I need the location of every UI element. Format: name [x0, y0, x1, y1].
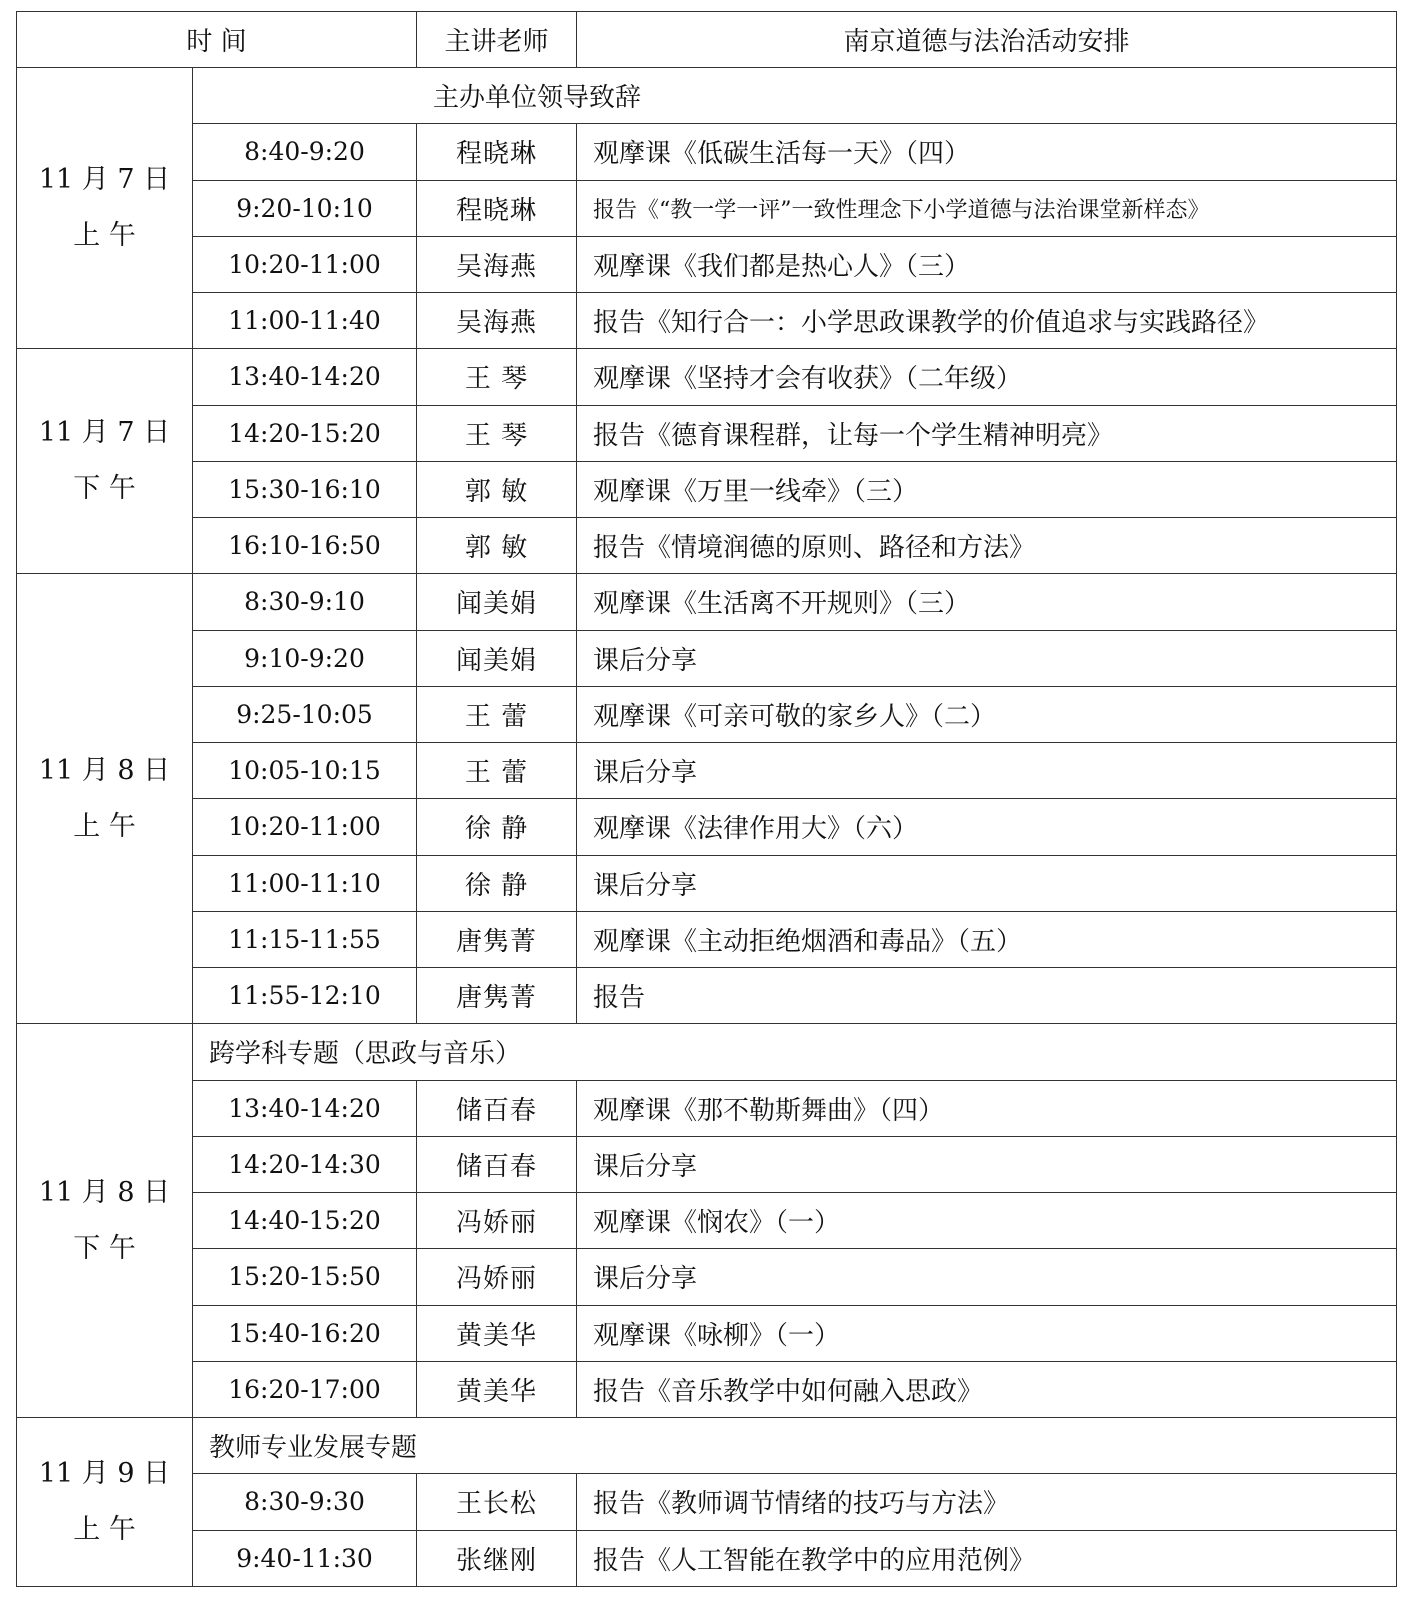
- date-label: 11 月 8 日: [38, 754, 171, 786]
- teacher-cell: 闻美娟: [417, 574, 577, 630]
- time-cell: 10:20-11:00: [193, 799, 417, 855]
- activity-cell: 观摩课《万里一线牵》（三）: [577, 461, 1397, 517]
- time-cell: 14:20-15:20: [193, 405, 417, 461]
- teacher-cell: 郭 敏: [417, 518, 577, 574]
- table-row: [17, 405, 1397, 461]
- time-cell: 15:40-16:20: [193, 1305, 417, 1361]
- table-row: [17, 518, 1397, 574]
- teacher-cell: 王 蕾: [417, 743, 577, 799]
- schedule-table: [16, 11, 1397, 1587]
- time-cell: 15:30-16:10: [193, 461, 417, 517]
- table-row: [17, 574, 1397, 630]
- activity-cell: 观摩课《我们都是热心人》（三）: [577, 236, 1397, 292]
- teacher-cell: 黄美华: [417, 1361, 577, 1417]
- table-row: [17, 1080, 1397, 1136]
- table-row: [17, 1361, 1397, 1417]
- time-cell: 15:20-15:50: [193, 1249, 417, 1305]
- time-cell: 11:00-11:10: [193, 855, 417, 911]
- table-row: [17, 1136, 1397, 1192]
- table-row: [17, 1530, 1397, 1587]
- teacher-cell: 冯娇丽: [417, 1193, 577, 1249]
- period-label: 上 午: [73, 1514, 136, 1545]
- activity-cell: 报告《德育课程群，让每一个学生精神明亮》: [577, 405, 1397, 461]
- date-cell: [17, 574, 193, 1024]
- header-teacher: 主讲老师: [417, 12, 577, 68]
- teacher-cell: 郭 敏: [417, 461, 577, 517]
- activity-cell: 观摩课《低碳生活每一天》（四）: [577, 124, 1397, 180]
- section-title: 教师专业发展专题: [193, 1418, 1397, 1474]
- section-row: [17, 68, 1397, 124]
- time-cell: 14:20-14:30: [193, 1136, 417, 1192]
- activity-cell: 课后分享: [577, 1136, 1397, 1192]
- section-row: [17, 1024, 1397, 1080]
- teacher-cell: 王 琴: [417, 405, 577, 461]
- teacher-cell: 储百春: [417, 1136, 577, 1192]
- date-label: 11 月 9 日: [38, 1458, 171, 1489]
- header-row: [17, 12, 1397, 68]
- time-cell: 11:55-12:10: [193, 968, 417, 1024]
- date-cell: [17, 1418, 193, 1587]
- activity-cell: 观摩课《那不勒斯舞曲》（四）: [577, 1080, 1397, 1136]
- teacher-cell: 唐隽菁: [417, 968, 577, 1024]
- teacher-cell: 黄美华: [417, 1305, 577, 1361]
- time-cell: 9:40-11:30: [193, 1530, 417, 1587]
- period-label: 上 午: [73, 220, 136, 252]
- teacher-cell: 王 琴: [417, 349, 577, 405]
- teacher-cell: 王 蕾: [417, 686, 577, 742]
- activity-cell: 观摩课《主动拒绝烟酒和毒品》（五）: [577, 911, 1397, 967]
- time-cell: 13:40-14:20: [193, 1080, 417, 1136]
- activity-cell: 报告《知行合一：小学思政课教学的价值追求与实践路径》: [577, 293, 1397, 349]
- table-row: [17, 349, 1397, 405]
- activity-cell: 观摩课《咏柳》（一）: [577, 1305, 1397, 1361]
- time-cell: 9:10-9:20: [193, 630, 417, 686]
- section-row: [17, 1418, 1397, 1474]
- header-time: 时 间: [17, 12, 417, 68]
- time-cell: 9:25-10:05: [193, 686, 417, 742]
- table-row: [17, 461, 1397, 517]
- activity-cell: 课后分享: [577, 743, 1397, 799]
- activity-cell: 观摩课《生活离不开规则》（三）: [577, 574, 1397, 630]
- teacher-cell: 程晓琳: [417, 180, 577, 236]
- table-row: [17, 911, 1397, 967]
- time-cell: 8:40-9:20: [193, 124, 417, 180]
- table-row: [17, 686, 1397, 742]
- date-cell: [17, 1024, 193, 1418]
- activity-cell: 报告: [577, 968, 1397, 1024]
- date-label: 11 月 8 日: [38, 1176, 171, 1208]
- table-row: [17, 1305, 1397, 1361]
- table-row: [17, 124, 1397, 180]
- time-cell: 8:30-9:10: [193, 574, 417, 630]
- activity-cell: 观摩课《法律作用大》（六）: [577, 799, 1397, 855]
- table-row: [17, 799, 1397, 855]
- activity-cell: 课后分享: [577, 630, 1397, 686]
- time-cell: 9:20-10:10: [193, 180, 417, 236]
- teacher-cell: 冯娇丽: [417, 1249, 577, 1305]
- time-cell: 11:00-11:40: [193, 293, 417, 349]
- section-title: 主办单位领导致辞: [193, 68, 1397, 124]
- date-label: 11 月 7 日: [38, 417, 171, 449]
- time-cell: 13:40-14:20: [193, 349, 417, 405]
- activity-cell: 课后分享: [577, 1249, 1397, 1305]
- activity-cell: 报告《教师调节情绪的技巧与方法》: [577, 1474, 1397, 1530]
- activity-cell: 观摩课《悯农》（一）: [577, 1193, 1397, 1249]
- period-label: 下 午: [73, 1232, 136, 1264]
- header-activity: 南京道德与法治活动安排: [577, 12, 1397, 68]
- activity-cell: 报告《“教一学一评”一致性理念下小学道德与法治课堂新样态》: [577, 180, 1397, 236]
- table-row: [17, 630, 1397, 686]
- teacher-cell: 程晓琳: [417, 124, 577, 180]
- time-cell: 14:40-15:20: [193, 1193, 417, 1249]
- period-label: 下 午: [73, 473, 136, 505]
- time-cell: 10:05-10:15: [193, 743, 417, 799]
- activity-cell: 课后分享: [577, 855, 1397, 911]
- teacher-cell: 吴海燕: [417, 293, 577, 349]
- time-cell: 10:20-11:00: [193, 236, 417, 292]
- table-row: [17, 293, 1397, 349]
- period-label: 上 午: [73, 810, 136, 842]
- table-row: [17, 968, 1397, 1024]
- teacher-cell: 吴海燕: [417, 236, 577, 292]
- teacher-cell: 唐隽菁: [417, 911, 577, 967]
- date-cell: [17, 349, 193, 574]
- section-title: 跨学科专题（思政与音乐）: [193, 1024, 1397, 1080]
- time-cell: 16:10-16:50: [193, 518, 417, 574]
- table-row: [17, 855, 1397, 911]
- teacher-cell: 张继刚: [417, 1530, 577, 1587]
- time-cell: 11:15-11:55: [193, 911, 417, 967]
- activity-cell: 报告《人工智能在教学中的应用范例》: [577, 1530, 1397, 1587]
- table-row: [17, 1249, 1397, 1305]
- time-cell: 8:30-9:30: [193, 1474, 417, 1530]
- teacher-cell: 闻美娟: [417, 630, 577, 686]
- date-label: 11 月 7 日: [38, 164, 171, 196]
- table-row: [17, 236, 1397, 292]
- date-cell: [17, 68, 193, 349]
- teacher-cell: 储百春: [417, 1080, 577, 1136]
- table-row: [17, 743, 1397, 799]
- teacher-cell: 徐 静: [417, 855, 577, 911]
- activity-cell: 观摩课《可亲可敬的家乡人》（二）: [577, 686, 1397, 742]
- activity-cell: 报告《音乐教学中如何融入思政》: [577, 1361, 1397, 1417]
- table-row: [17, 1193, 1397, 1249]
- time-cell: 16:20-17:00: [193, 1361, 417, 1417]
- teacher-cell: 王长松: [417, 1474, 577, 1530]
- table-row: [17, 1474, 1397, 1530]
- activity-cell: 报告《情境润德的原则、路径和方法》: [577, 518, 1397, 574]
- teacher-cell: 徐 静: [417, 799, 577, 855]
- schedule-body: [17, 68, 1397, 1587]
- table-row: [17, 180, 1397, 236]
- activity-cell: 观摩课《坚持才会有收获》（二年级）: [577, 349, 1397, 405]
